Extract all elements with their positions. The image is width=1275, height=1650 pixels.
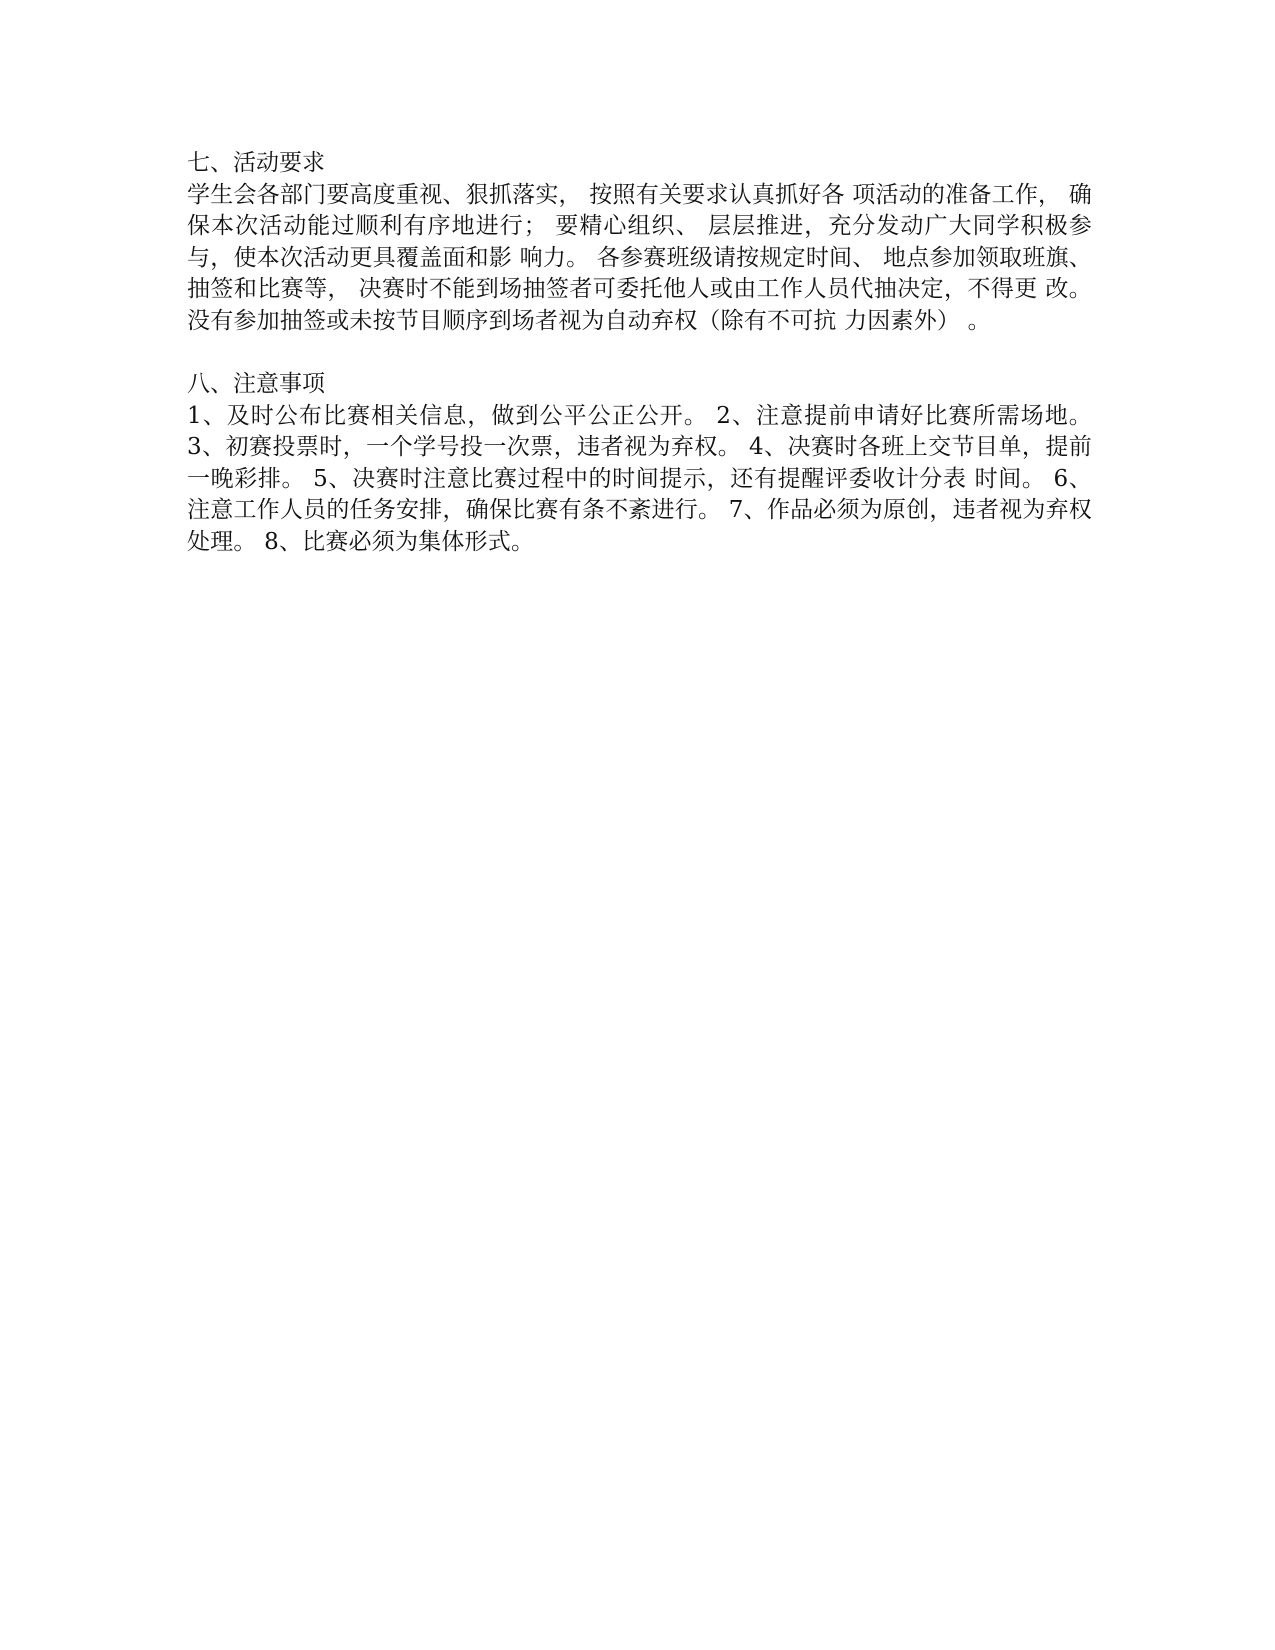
section-heading: 八、注意事项 [187, 371, 325, 397]
section-paragraph: 学生会各部门要高度重视、狠抓落实， 按照有关要求认真抓好各 项活动的准备工作， 确保本次活动能过顺利有序地进行； 要精心组织、 层层推进，充分发动广大同学积极参与，使本次活动更具覆盖面和影 响力。 各参赛班级请按规定时间、 地点参加领取班旗、 抽签和比赛等， 决赛时不能到场抽签者可委托他人或由工作人员代抽决定，不得更 改。没有参加抽签或未按节目顺序到场者视为自动弃权（除有不可抗 力因素外） 。 [187, 181, 1092, 334]
section-heading: 七、活动要求 [187, 150, 325, 176]
section-activity-requirements [187, 148, 1092, 337]
section-paragraph: 1、及时公布比赛相关信息，做到公平公正公开。 2、注意提前申请好比赛所需场地。 3、初赛投票时，一个学号投一次票，违者视为弃权。 4、决赛时各班上交节目单，提前一晚彩排。 5、决赛时注意比赛过程中的时间提示，还有提醒评委收计分表 时间。 6、注意工作人员的任务安排，确保比赛有条不紊进行。 7、作品必须为原创，违者视为弃权处理。 8、比赛必须为集体形式。 [187, 402, 1092, 555]
section-notes [187, 369, 1092, 558]
document-content [187, 148, 1092, 558]
